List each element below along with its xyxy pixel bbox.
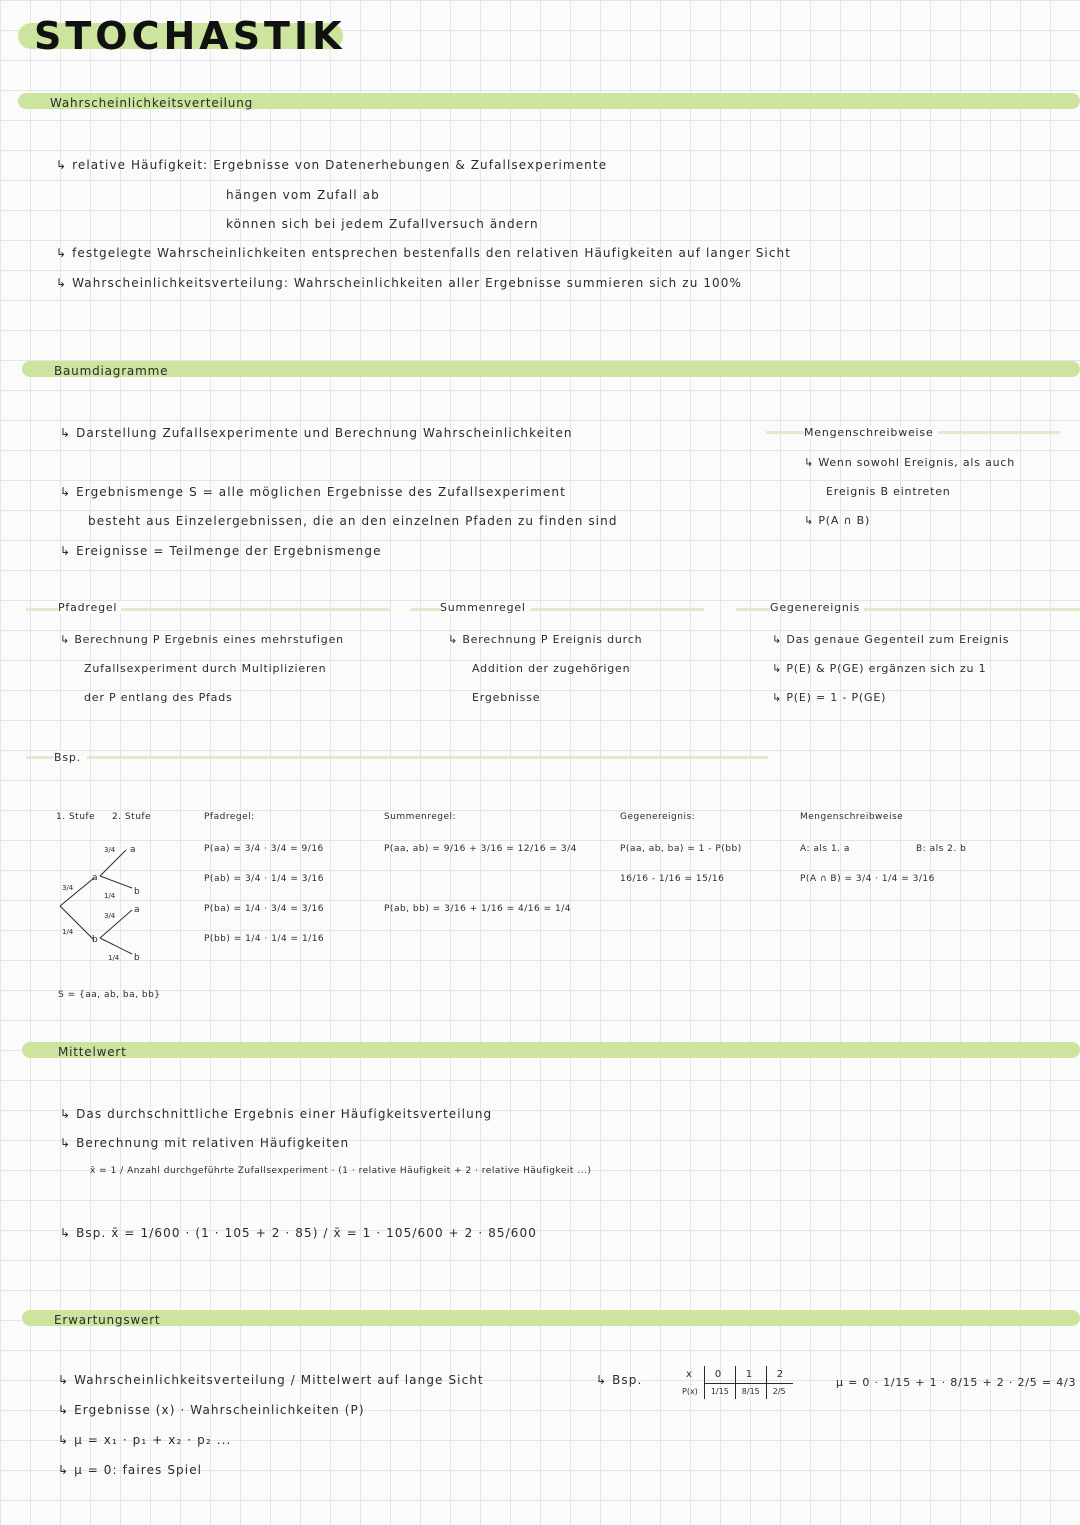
- menge-text: Ereignis B eintreten: [826, 485, 951, 498]
- bullet-text: ↳ Darstellung Zufallsexperimente und Berechnung Wahrscheinlichkeiten: [60, 426, 573, 440]
- summe-text: ↳ Berechnung P Ereignis durch: [448, 633, 643, 646]
- table-cell: 1/15: [704, 1384, 735, 1400]
- summe-text: Addition der zugehörigen: [472, 662, 631, 675]
- bullet-text: ↳ Das durchschnittliche Ergebnis einer Häufigkeitsverteilung: [60, 1107, 493, 1121]
- bullet-text: ↳ relative Häufigkeit: Ergebnisse von Datenerhebungen & Zufallsexperimente: [56, 158, 608, 172]
- tree-prob-label: 1/4: [108, 954, 120, 962]
- formula-row: P(aa, ab, ba) = 1 - P(bb): [620, 844, 742, 854]
- tree-prob-label: 1/4: [62, 928, 74, 936]
- table-cell: 2/5: [772, 1387, 786, 1396]
- formula-row: P(A ∩ B) = 3/4 · 1/4 = 3/16: [800, 874, 935, 884]
- bullet-subtext: besteht aus Einzelergebnissen, die an den einzelnen Pfaden zu finden sind: [88, 514, 618, 528]
- formula-row: B: als 2. b: [916, 844, 967, 854]
- tree-prob-label: 1/4: [104, 892, 116, 900]
- pfad-text: Zufallsexperiment durch Multiplizieren: [84, 662, 327, 675]
- tree-node-ab: b: [134, 887, 140, 897]
- formula-row: A: als 1. a: [800, 844, 850, 854]
- tree-prob-label: 3/4: [104, 846, 116, 854]
- formula-row: P(ab, bb) = 3/16 + 1/16 = 4/16 = 1/4: [384, 904, 571, 914]
- subheading-summenregel: Summenregel: [440, 601, 530, 614]
- page-title: STOCHASTIK: [34, 14, 346, 58]
- stufe-label: 2. Stufe: [112, 812, 152, 822]
- table-cell: 2: [766, 1366, 793, 1384]
- tree-branch: [60, 878, 94, 906]
- table-cell: 1: [735, 1366, 766, 1384]
- bullet-text: ↳ Berechnung mit relativen Häufigkeiten: [60, 1136, 350, 1150]
- menge-text: ↳ P(A ∩ B): [804, 514, 871, 527]
- tree-branch: [100, 876, 132, 888]
- section-heading-mittelwert: Mittelwert: [58, 1045, 127, 1059]
- bsp-mengenschreibweise-heading: Mengenschreibweise: [800, 812, 904, 822]
- section-bar-4: [22, 1310, 1080, 1326]
- erwartung-bsp-label: ↳ Bsp.: [596, 1373, 643, 1387]
- bullet-subtext: können sich bei jedem Zufallversuch ändern: [226, 217, 539, 231]
- bullet-text: ↳ Wahrscheinlichkeitsverteilung: Wahrscheinlichkeiten aller Ergebnisse summieren sich zu 100%: [56, 276, 743, 290]
- section-bar-2: [22, 361, 1080, 377]
- section-heading-erwartungswert: Erwartungswert: [54, 1313, 161, 1327]
- bullet-text: ↳ μ = 0: faires Spiel: [58, 1463, 203, 1477]
- bullet-text: ↳ festgelegte Wahrscheinlichkeiten entsprechen bestenfalls den relativen Häufigkeiten auf langer Sicht: [56, 246, 792, 260]
- table-header: x: [676, 1366, 704, 1384]
- tree-node-a: a: [92, 873, 98, 883]
- gegen-text: ↳ P(E) = 1 - P(GE): [772, 691, 887, 704]
- bsp-summenregel-heading: Summenregel:: [384, 812, 457, 822]
- section-bar-3: [22, 1042, 1080, 1058]
- distribution-table: [676, 1366, 793, 1399]
- bullet-subtext: hängen vom Zufall ab: [226, 188, 380, 202]
- formula-row: P(ba) = 1/4 · 3/4 = 3/16: [204, 904, 324, 914]
- erwartungswert-result: μ = 0 · 1/15 + 1 · 8/15 + 2 · 2/5 = 4/3: [836, 1376, 1077, 1389]
- subheading-line: [26, 756, 768, 759]
- formula-row: P(ab) = 3/4 · 1/4 = 3/16: [204, 874, 324, 884]
- bsp-heading: Bsp.: [54, 751, 87, 764]
- bullet-text: ↳ Ergebnisse (x) · Wahrscheinlichkeiten (P): [58, 1403, 365, 1417]
- mittelwert-example: ↳ Bsp. x̄ = 1/600 · (1 · 105 + 2 · 85) / x̄ = 1 · 105/600 + 2 · 85/600: [60, 1226, 537, 1240]
- stufe-label: 1. Stufe: [56, 812, 96, 822]
- table-cell: 0: [704, 1366, 735, 1384]
- summe-text: Ergebnisse: [472, 691, 541, 704]
- bullet-text: ↳ Wahrscheinlichkeitsverteilung / Mittelwert auf lange Sicht: [58, 1373, 484, 1387]
- tree-node-b: b: [92, 935, 98, 945]
- gegen-text: ↳ P(E) & P(GE) ergänzen sich zu 1: [772, 662, 987, 675]
- gegen-text: ↳ Das genaue Gegenteil zum Ereignis: [772, 633, 1010, 646]
- formula-row: P(aa) = 3/4 · 3/4 = 9/16: [204, 844, 324, 854]
- mittelwert-formula: x̄ = 1 / Anzahl durchgeführte Zufallsexperiment · (1 · relative Häufigkeit + 2 · relative Häufigkeit ...): [90, 1166, 592, 1176]
- bullet-text: ↳ μ = x₁ · p₁ + x₂ · p₂ ...: [58, 1433, 232, 1447]
- section-heading-baumdiagramme: Baumdiagramme: [54, 364, 169, 378]
- subheading-gegenereignis: Gegenereignis: [770, 601, 864, 614]
- tree-branch: [100, 938, 132, 954]
- bsp-gegenereignis-heading: Gegenereignis:: [620, 812, 696, 822]
- subheading-mengenschreibweise: Mengenschreibweise: [804, 426, 938, 439]
- formula-row: P(aa, ab) = 9/16 + 3/16 = 12/16 = 3/4: [384, 844, 577, 854]
- table-header: P(x): [676, 1384, 704, 1400]
- tree-prob-label: 3/4: [62, 884, 74, 892]
- tree-diagram: [56, 836, 186, 976]
- table-cell: 8/15: [735, 1384, 766, 1400]
- pfad-text: ↳ Berechnung P Ergebnis eines mehrstufigen: [60, 633, 344, 646]
- bsp-pfadregel-heading: Pfadregel:: [204, 812, 255, 822]
- tree-prob-label: 3/4: [104, 912, 116, 920]
- distribution-table-grid: [676, 1366, 793, 1399]
- formula-row: P(bb) = 1/4 · 1/4 = 1/16: [204, 934, 325, 944]
- tree-node-bb: b: [134, 953, 140, 963]
- pfad-text: der P entlang des Pfads: [84, 691, 233, 704]
- ergebnismenge: S = {aa, ab, ba, bb}: [58, 990, 161, 1000]
- bullet-text: ↳ Ergebnismenge S = alle möglichen Ergebnisse des Zufallsexperiment: [60, 485, 566, 499]
- section-heading-verteilung: Wahrscheinlichkeitsverteilung: [50, 96, 254, 110]
- bullet-text: ↳ Ereignisse = Teilmenge der Ergebnismenge: [60, 544, 382, 558]
- tree-node-aa: a: [130, 845, 136, 855]
- menge-text: ↳ Wenn sowohl Ereignis, als auch: [804, 456, 1016, 469]
- formula-row: 16/16 - 1/16 = 15/16: [620, 874, 725, 884]
- tree-node-ba: a: [134, 905, 140, 915]
- subheading-pfadregel: Pfadregel: [58, 601, 121, 614]
